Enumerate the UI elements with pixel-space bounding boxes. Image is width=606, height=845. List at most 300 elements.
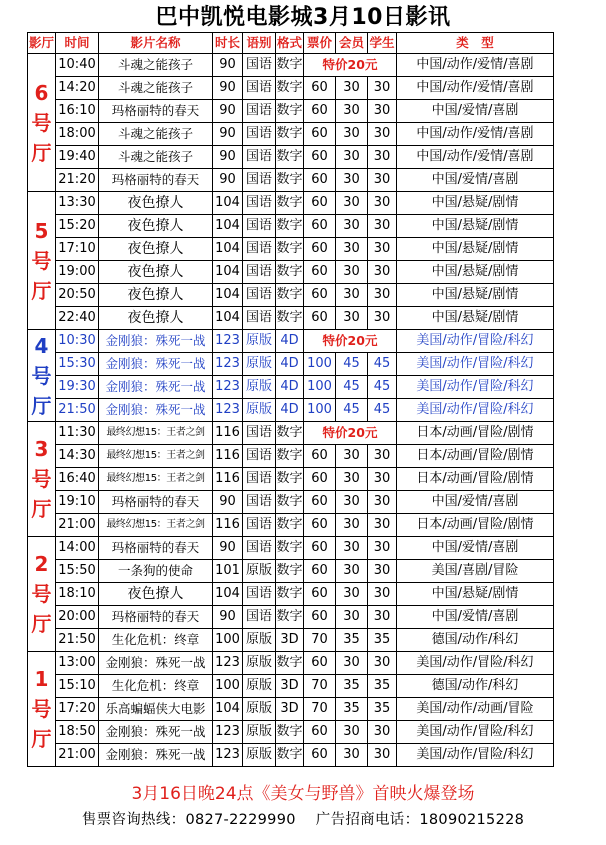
hall-label bbox=[28, 192, 56, 330]
film-title: 玛格丽特的春天 bbox=[99, 169, 213, 192]
header-duration: 时长 bbox=[213, 33, 243, 54]
schedule-row bbox=[28, 123, 554, 146]
special-price: 特价20元 bbox=[304, 54, 397, 77]
student-price: 35 bbox=[368, 675, 397, 698]
duration: 90 bbox=[213, 491, 243, 514]
showtime: 16:10 bbox=[56, 100, 99, 123]
genre: 美国/动作/动画/冒险 bbox=[397, 698, 554, 721]
hall-label-char: 厅 bbox=[31, 393, 52, 418]
schedule-row bbox=[28, 376, 554, 399]
member-price: 30 bbox=[336, 169, 368, 192]
format: 4D bbox=[276, 330, 304, 353]
film-title: 最终幻想15：王者之剑 bbox=[99, 514, 213, 537]
member-price: 30 bbox=[336, 284, 368, 307]
duration: 123 bbox=[213, 353, 243, 376]
genre: 美国/动作/冒险/科幻 bbox=[397, 652, 554, 675]
film-title: 金刚狼：殊死一战 bbox=[99, 376, 213, 399]
genre: 日本/动画/冒险/剧情 bbox=[397, 468, 554, 491]
showtime: 21:00 bbox=[56, 744, 99, 767]
language: 国语 bbox=[243, 238, 276, 261]
showtime: 21:50 bbox=[56, 399, 99, 422]
ticket-price: 60 bbox=[304, 307, 336, 330]
duration: 104 bbox=[213, 307, 243, 330]
film-title: 最终幻想15：王者之剑 bbox=[99, 445, 213, 468]
language: 国语 bbox=[243, 583, 276, 606]
film-title: 玛格丽特的春天 bbox=[99, 606, 213, 629]
header-student: 学生 bbox=[368, 33, 397, 54]
ticket-price: 70 bbox=[304, 629, 336, 652]
hall-label-char: 号 bbox=[31, 363, 52, 388]
format: 数字 bbox=[276, 652, 304, 675]
hall-label bbox=[28, 330, 56, 422]
genre: 中国/悬疑/剧情 bbox=[397, 238, 554, 261]
hall-label-char: 号 bbox=[31, 248, 52, 273]
schedule-row bbox=[28, 606, 554, 629]
language: 原版 bbox=[243, 330, 276, 353]
student-price: 30 bbox=[368, 606, 397, 629]
ticket-price: 60 bbox=[304, 261, 336, 284]
student-price: 30 bbox=[368, 514, 397, 537]
hall-label-char: 号 bbox=[31, 467, 52, 491]
showtime: 19:10 bbox=[56, 491, 99, 514]
language: 原版 bbox=[243, 629, 276, 652]
student-price: 30 bbox=[368, 192, 397, 215]
film-title: 斗魂之能孩子 bbox=[99, 123, 213, 146]
genre: 日本/动画/冒险/剧情 bbox=[397, 422, 554, 445]
member-price: 30 bbox=[336, 146, 368, 169]
duration: 101 bbox=[213, 560, 243, 583]
ticket-price: 60 bbox=[304, 238, 336, 261]
hall-label-char: 号 bbox=[31, 697, 52, 721]
genre: 中国/悬疑/剧情 bbox=[397, 307, 554, 330]
film-title: 斗魂之能孩子 bbox=[99, 54, 213, 77]
duration: 123 bbox=[213, 399, 243, 422]
format: 3D bbox=[276, 629, 304, 652]
format: 数字 bbox=[276, 422, 304, 445]
schedule-row bbox=[28, 675, 554, 698]
member-price: 30 bbox=[336, 652, 368, 675]
ticket-price: 60 bbox=[304, 192, 336, 215]
member-price: 30 bbox=[336, 307, 368, 330]
showtime: 19:30 bbox=[56, 376, 99, 399]
hall-label-char: 厅 bbox=[31, 497, 52, 521]
special-price: 特价20元 bbox=[304, 422, 397, 445]
hall-label-char: 号 bbox=[31, 582, 52, 606]
member-price: 30 bbox=[336, 583, 368, 606]
format: 数字 bbox=[276, 445, 304, 468]
format: 数字 bbox=[276, 123, 304, 146]
member-price: 30 bbox=[336, 238, 368, 261]
language: 原版 bbox=[243, 399, 276, 422]
duration: 90 bbox=[213, 606, 243, 629]
showtime: 19:40 bbox=[56, 146, 99, 169]
film-title: 金刚狼：殊死一战 bbox=[99, 330, 213, 353]
member-price: 30 bbox=[336, 192, 368, 215]
showtime: 21:00 bbox=[56, 514, 99, 537]
member-price: 45 bbox=[336, 399, 368, 422]
film-title: 金刚狼：殊死一战 bbox=[99, 399, 213, 422]
schedule-row bbox=[28, 284, 554, 307]
member-price: 35 bbox=[336, 675, 368, 698]
student-price: 30 bbox=[368, 560, 397, 583]
member-price: 30 bbox=[336, 215, 368, 238]
header-hall: 影厅 bbox=[28, 33, 56, 54]
showtime: 17:20 bbox=[56, 698, 99, 721]
hall-label-char: 号 bbox=[31, 110, 52, 135]
film-title: 夜色撩人 bbox=[99, 215, 213, 238]
film-title: 夜色撩人 bbox=[99, 261, 213, 284]
member-price: 30 bbox=[336, 537, 368, 560]
student-price: 30 bbox=[368, 284, 397, 307]
genre: 中国/悬疑/剧情 bbox=[397, 261, 554, 284]
language: 国语 bbox=[243, 146, 276, 169]
schedule-row bbox=[28, 629, 554, 652]
language: 国语 bbox=[243, 169, 276, 192]
schedule-row bbox=[28, 468, 554, 491]
member-price: 45 bbox=[336, 353, 368, 376]
film-title: 斗魂之能孩子 bbox=[99, 146, 213, 169]
format: 数字 bbox=[276, 54, 304, 77]
showtime: 15:10 bbox=[56, 675, 99, 698]
film-title: 生化危机：终章 bbox=[99, 675, 213, 698]
schedule-row bbox=[28, 307, 554, 330]
showtime: 20:00 bbox=[56, 606, 99, 629]
language: 国语 bbox=[243, 77, 276, 100]
film-title: 玛格丽特的春天 bbox=[99, 100, 213, 123]
showtime: 10:30 bbox=[56, 330, 99, 353]
ticket-price: 60 bbox=[304, 146, 336, 169]
promo-banner: 3月16日晚24点《美女与野兽》首映火爆登场 bbox=[131, 784, 475, 804]
genre: 美国/动作/冒险/科幻 bbox=[397, 399, 554, 422]
hall-label-char: 5 bbox=[34, 218, 49, 243]
showtime: 22:40 bbox=[56, 307, 99, 330]
format: 数字 bbox=[276, 169, 304, 192]
member-price: 35 bbox=[336, 629, 368, 652]
student-price: 45 bbox=[368, 399, 397, 422]
schedule-row bbox=[28, 215, 554, 238]
schedule-row bbox=[28, 698, 554, 721]
duration: 100 bbox=[213, 675, 243, 698]
ticket-price: 60 bbox=[304, 606, 336, 629]
format: 数字 bbox=[276, 284, 304, 307]
genre: 中国/爱情/喜剧 bbox=[397, 537, 554, 560]
hall-label bbox=[28, 54, 56, 192]
duration: 104 bbox=[213, 238, 243, 261]
showtime: 18:10 bbox=[56, 583, 99, 606]
format: 3D bbox=[276, 675, 304, 698]
hall-label-char: 3 bbox=[34, 437, 49, 461]
student-price: 30 bbox=[368, 721, 397, 744]
student-price: 30 bbox=[368, 238, 397, 261]
ticket-price: 60 bbox=[304, 284, 336, 307]
film-title: 金刚狼：殊死一战 bbox=[99, 652, 213, 675]
schedule-row bbox=[28, 514, 554, 537]
duration: 90 bbox=[213, 169, 243, 192]
page-title: 巴中凯悦电影城3月10日影讯 bbox=[155, 5, 451, 30]
film-title: 夜色撩人 bbox=[99, 192, 213, 215]
showtime: 21:20 bbox=[56, 169, 99, 192]
member-price: 30 bbox=[336, 261, 368, 284]
member-price: 30 bbox=[336, 514, 368, 537]
member-price: 30 bbox=[336, 77, 368, 100]
schedule-table bbox=[27, 32, 554, 767]
format: 数字 bbox=[276, 261, 304, 284]
ticket-price: 60 bbox=[304, 77, 336, 100]
ticket-price: 60 bbox=[304, 537, 336, 560]
format: 数字 bbox=[276, 307, 304, 330]
student-price: 30 bbox=[368, 583, 397, 606]
ticket-price: 60 bbox=[304, 215, 336, 238]
duration: 116 bbox=[213, 468, 243, 491]
hall-label bbox=[28, 422, 56, 537]
film-title: 玛格丽特的春天 bbox=[99, 537, 213, 560]
header-genre: 类 型 bbox=[397, 33, 554, 54]
format: 数字 bbox=[276, 560, 304, 583]
film-title: 金刚狼：殊死一战 bbox=[99, 721, 213, 744]
format: 数字 bbox=[276, 537, 304, 560]
genre: 中国/悬疑/剧情 bbox=[397, 192, 554, 215]
film-title: 最终幻想15：王者之剑 bbox=[99, 422, 213, 445]
student-price: 30 bbox=[368, 77, 397, 100]
genre: 中国/爱情/喜剧 bbox=[397, 100, 554, 123]
genre: 中国/悬疑/剧情 bbox=[397, 215, 554, 238]
ticket-price: 60 bbox=[304, 445, 336, 468]
special-price: 特价20元 bbox=[304, 330, 397, 353]
schedule-row bbox=[28, 491, 554, 514]
hall-label-char: 厅 bbox=[31, 140, 52, 165]
language: 国语 bbox=[243, 491, 276, 514]
showtime: 15:20 bbox=[56, 215, 99, 238]
language: 国语 bbox=[243, 537, 276, 560]
film-title: 夜色撩人 bbox=[99, 284, 213, 307]
showtime: 14:00 bbox=[56, 537, 99, 560]
schedule-row bbox=[28, 169, 554, 192]
showtime: 14:30 bbox=[56, 445, 99, 468]
showtime: 17:10 bbox=[56, 238, 99, 261]
language: 国语 bbox=[243, 307, 276, 330]
film-title: 玛格丽特的春天 bbox=[99, 491, 213, 514]
genre: 美国/动作/冒险/科幻 bbox=[397, 376, 554, 399]
genre: 德国/动作/科幻 bbox=[397, 675, 554, 698]
hall-label-char: 4 bbox=[34, 333, 49, 358]
genre: 中国/爱情/喜剧 bbox=[397, 606, 554, 629]
duration: 123 bbox=[213, 744, 243, 767]
member-price: 30 bbox=[336, 606, 368, 629]
format: 4D bbox=[276, 353, 304, 376]
ticket-price: 60 bbox=[304, 100, 336, 123]
film-title: 一条狗的使命 bbox=[99, 560, 213, 583]
student-price: 30 bbox=[368, 537, 397, 560]
showtime: 21:50 bbox=[56, 629, 99, 652]
language: 原版 bbox=[243, 721, 276, 744]
duration: 104 bbox=[213, 192, 243, 215]
student-price: 30 bbox=[368, 491, 397, 514]
duration: 90 bbox=[213, 146, 243, 169]
student-price: 30 bbox=[368, 123, 397, 146]
duration: 90 bbox=[213, 77, 243, 100]
ticket-price: 60 bbox=[304, 468, 336, 491]
genre: 美国/动作/冒险/科幻 bbox=[397, 330, 554, 353]
student-price: 45 bbox=[368, 376, 397, 399]
ticket-price: 100 bbox=[304, 376, 336, 399]
student-price: 30 bbox=[368, 261, 397, 284]
hall-label bbox=[28, 652, 56, 767]
header-film: 影片名称 bbox=[99, 33, 213, 54]
student-price: 45 bbox=[368, 353, 397, 376]
language: 国语 bbox=[243, 514, 276, 537]
format: 数字 bbox=[276, 146, 304, 169]
language: 国语 bbox=[243, 606, 276, 629]
film-title: 生化危机：终章 bbox=[99, 629, 213, 652]
format: 3D bbox=[276, 698, 304, 721]
ticket-price: 70 bbox=[304, 675, 336, 698]
showtime: 11:30 bbox=[56, 422, 99, 445]
genre: 中国/悬疑/剧情 bbox=[397, 284, 554, 307]
film-title: 乐高蝙蝠侠大电影 bbox=[99, 698, 213, 721]
showtime: 20:50 bbox=[56, 284, 99, 307]
duration: 90 bbox=[213, 123, 243, 146]
showtime: 16:40 bbox=[56, 468, 99, 491]
ticket-price: 60 bbox=[304, 514, 336, 537]
schedule-row bbox=[28, 146, 554, 169]
ticket-price: 60 bbox=[304, 652, 336, 675]
member-price: 30 bbox=[336, 445, 368, 468]
genre: 中国/爱情/喜剧 bbox=[397, 169, 554, 192]
ad-hotline: 广告招商电话：18090215228 bbox=[315, 812, 525, 828]
format: 数字 bbox=[276, 468, 304, 491]
genre: 日本/动画/冒险/剧情 bbox=[397, 445, 554, 468]
student-price: 35 bbox=[368, 698, 397, 721]
duration: 104 bbox=[213, 261, 243, 284]
genre: 美国/动作/冒险/科幻 bbox=[397, 721, 554, 744]
schedule-row bbox=[28, 54, 554, 77]
duration: 90 bbox=[213, 100, 243, 123]
schedule-row bbox=[28, 422, 554, 445]
ticket-price: 100 bbox=[304, 399, 336, 422]
language: 原版 bbox=[243, 560, 276, 583]
genre: 中国/动作/爱情/喜剧 bbox=[397, 54, 554, 77]
header-format: 格式 bbox=[276, 33, 304, 54]
schedule-row bbox=[28, 100, 554, 123]
ticket-hotline: 售票咨询热线：0827-2229990 bbox=[81, 812, 296, 828]
member-price: 30 bbox=[336, 491, 368, 514]
schedule-row bbox=[28, 537, 554, 560]
showtime: 18:00 bbox=[56, 123, 99, 146]
genre: 美国/动作/冒险/科幻 bbox=[397, 744, 554, 767]
film-title: 金刚狼：殊死一战 bbox=[99, 353, 213, 376]
showtime: 14:20 bbox=[56, 77, 99, 100]
language: 国语 bbox=[243, 284, 276, 307]
header-row bbox=[28, 33, 554, 54]
member-price: 30 bbox=[336, 123, 368, 146]
genre: 日本/动画/冒险/剧情 bbox=[397, 514, 554, 537]
format: 数字 bbox=[276, 100, 304, 123]
showtime: 10:40 bbox=[56, 54, 99, 77]
member-price: 30 bbox=[336, 744, 368, 767]
format: 数字 bbox=[276, 192, 304, 215]
header-time: 时间 bbox=[56, 33, 99, 54]
schedule-row bbox=[28, 238, 554, 261]
hall-label-char: 1 bbox=[34, 667, 49, 691]
film-title: 金刚狼：殊死一战 bbox=[99, 744, 213, 767]
duration: 90 bbox=[213, 537, 243, 560]
format: 数字 bbox=[276, 721, 304, 744]
showtime: 15:50 bbox=[56, 560, 99, 583]
student-price: 30 bbox=[368, 146, 397, 169]
hall-label bbox=[28, 537, 56, 652]
format: 数字 bbox=[276, 744, 304, 767]
showtime: 13:30 bbox=[56, 192, 99, 215]
film-title: 斗魂之能孩子 bbox=[99, 77, 213, 100]
duration: 104 bbox=[213, 215, 243, 238]
student-price: 30 bbox=[368, 215, 397, 238]
hall-label-char: 2 bbox=[34, 552, 49, 576]
ticket-price: 60 bbox=[304, 491, 336, 514]
language: 原版 bbox=[243, 652, 276, 675]
ticket-price: 60 bbox=[304, 560, 336, 583]
student-price: 30 bbox=[368, 468, 397, 491]
schedule-row bbox=[28, 192, 554, 215]
hall-label-char: 厅 bbox=[31, 278, 52, 303]
duration: 116 bbox=[213, 445, 243, 468]
student-price: 30 bbox=[368, 744, 397, 767]
language: 原版 bbox=[243, 376, 276, 399]
schedule-row bbox=[28, 721, 554, 744]
format: 数字 bbox=[276, 238, 304, 261]
showtime: 19:00 bbox=[56, 261, 99, 284]
duration: 104 bbox=[213, 583, 243, 606]
header-language: 语别 bbox=[243, 33, 276, 54]
language: 原版 bbox=[243, 353, 276, 376]
duration: 123 bbox=[213, 376, 243, 399]
duration: 100 bbox=[213, 629, 243, 652]
ticket-price: 60 bbox=[304, 169, 336, 192]
schedule-row bbox=[28, 744, 554, 767]
duration: 123 bbox=[213, 721, 243, 744]
schedule-row bbox=[28, 583, 554, 606]
duration: 116 bbox=[213, 422, 243, 445]
language: 国语 bbox=[243, 215, 276, 238]
member-price: 35 bbox=[336, 698, 368, 721]
member-price: 30 bbox=[336, 721, 368, 744]
student-price: 30 bbox=[368, 169, 397, 192]
showtime: 15:30 bbox=[56, 353, 99, 376]
ticket-price: 60 bbox=[304, 583, 336, 606]
duration: 123 bbox=[213, 330, 243, 353]
ticket-price: 60 bbox=[304, 123, 336, 146]
schedule-row bbox=[28, 330, 554, 353]
format: 数字 bbox=[276, 606, 304, 629]
language: 国语 bbox=[243, 261, 276, 284]
film-title: 最终幻想15：王者之剑 bbox=[99, 468, 213, 491]
contact-line bbox=[0, 809, 606, 831]
genre: 美国/动作/冒险/科幻 bbox=[397, 353, 554, 376]
showtime: 18:50 bbox=[56, 721, 99, 744]
genre: 中国/动作/爱情/喜剧 bbox=[397, 123, 554, 146]
genre: 中国/悬疑/剧情 bbox=[397, 583, 554, 606]
schedule-row bbox=[28, 77, 554, 100]
schedule-row bbox=[28, 652, 554, 675]
film-title: 夜色撩人 bbox=[99, 583, 213, 606]
student-price: 30 bbox=[368, 307, 397, 330]
schedule-row bbox=[28, 261, 554, 284]
language: 国语 bbox=[243, 192, 276, 215]
student-price: 30 bbox=[368, 652, 397, 675]
showtime: 13:00 bbox=[56, 652, 99, 675]
ticket-price: 70 bbox=[304, 698, 336, 721]
language: 国语 bbox=[243, 468, 276, 491]
genre: 美国/喜剧/冒险 bbox=[397, 560, 554, 583]
